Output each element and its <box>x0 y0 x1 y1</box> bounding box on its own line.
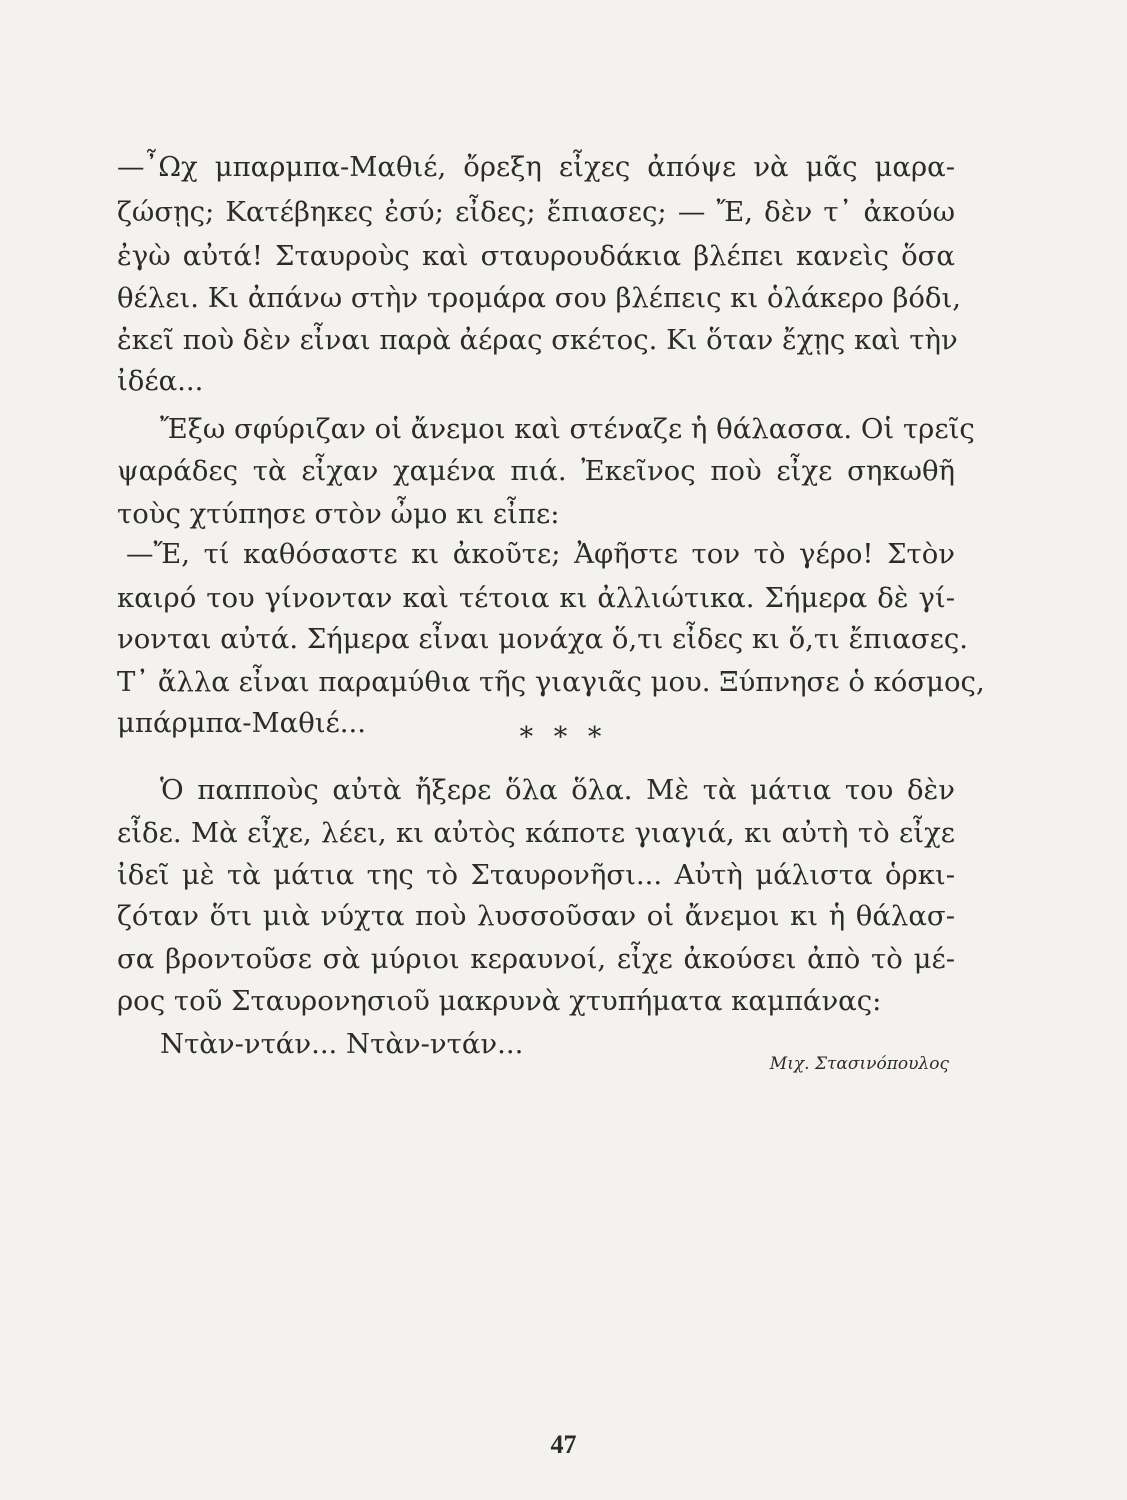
text-line-7: Ἔξω σφύριζαν οἱ ἄνεμοι καὶ στέναζε ἡ θάλασσα. Οἱ τρεῖς <box>160 413 975 445</box>
text-line-17: ἰδεῖ μὲ τὰ μάτια της τὸ Σταυρονῆσι... Αὐτὴ μάλιστα ὁρκι- <box>117 859 955 891</box>
text-line-21: Ντὰν-ντάν... Ντὰν-ντάν... <box>160 1028 524 1060</box>
text-line-13: Τ᾿ ἄλλα εἶναι παραμύθια τῆς γιαγιᾶς μου. Ξύπνησε ὁ κόσμος, <box>117 666 985 698</box>
section-separator: * * * <box>519 722 608 753</box>
page-number: 47 <box>550 1430 577 1459</box>
text-line-20: ρος τοῦ Σταυρονησιοῦ μακρυνὰ χτυπήματα καμπάνας: <box>117 985 882 1017</box>
text-line-1: —῏Ωχ μπαρμπα-Μαθιέ, ὄρεξη εἶχες ἀπόψε νὰ μᾶς μαρα- <box>117 151 955 183</box>
text-line-4: θέλει. Κι ἀπάνω στὴν τρομάρα σου βλέπεις κι ὁλάκερο βόδι, <box>117 282 962 314</box>
text-line-3: ἐγὼ αὐτά! Σταυροὺς καὶ σταυρουδάκια βλέπει κανεὶς ὅσα <box>117 240 955 272</box>
text-line-11: καιρό του γίνονταν καὶ τέτοια κι ἀλλιώτικα. Σήμερα δὲ γί- <box>117 582 955 614</box>
text-line-2: ζώσῃς; Κατέβηκες ἐσύ; εἶδες; ἔπιασες; — Ἔ, δὲν τ᾿ ἀκούω <box>117 196 955 228</box>
text-line-16: εἶδε. Μὰ εἶχε, λέει, κι αὐτὸς κάποτε γιαγιά, κι αὐτὴ τὸ εἶχε <box>117 817 955 849</box>
text-line-10: —Ἔ, τί καθόσαστε κι ἀκοῦτε; Ἀφῆστε τον τὸ γέρο! Στὸν <box>126 538 955 570</box>
text-line-6: ἰδέα... <box>117 365 204 397</box>
text-line-5: ἐκεῖ ποὺ δὲν εἶναι παρὰ ἀέρας σκέτος. Κι ὅταν ἔχῃς καὶ τὴν <box>117 324 958 356</box>
text-line-8: ψαράδες τὰ εἶχαν χαμένα πιά. Ἐκεῖνος ποὺ εἶχε σηκωθῆ <box>117 455 955 487</box>
text-line-14: μπάρμπα-Μαθιέ... <box>117 707 367 739</box>
text-line-18: ζόταν ὅτι μιὰ νύχτα ποὺ λυσσοῦσαν οἱ ἄνεμοι κι ἡ θάλασ- <box>117 900 955 932</box>
text-line-15: Ὁ παπποὺς αὐτὰ ἤξερε ὅλα ὅλα. Μὲ τὰ μάτια του δὲν <box>160 774 955 806</box>
author-signature: Μιχ. Στασινόπουλος <box>769 1054 949 1074</box>
text-line-9: τοὺς χτύπησε στὸν ὦμο κι εἶπε: <box>117 498 560 530</box>
text-line-19: σα βροντοῦσε σὰ μύριοι κεραυνοί, εἶχε ἀκούσει ἀπὸ τὸ μέ- <box>117 943 955 975</box>
text-line-12: νονται αὐτά. Σήμερα εἶναι μονάχα ὅ,τι εἶδες κι ὅ,τι ἔπιασες. <box>117 623 969 655</box>
